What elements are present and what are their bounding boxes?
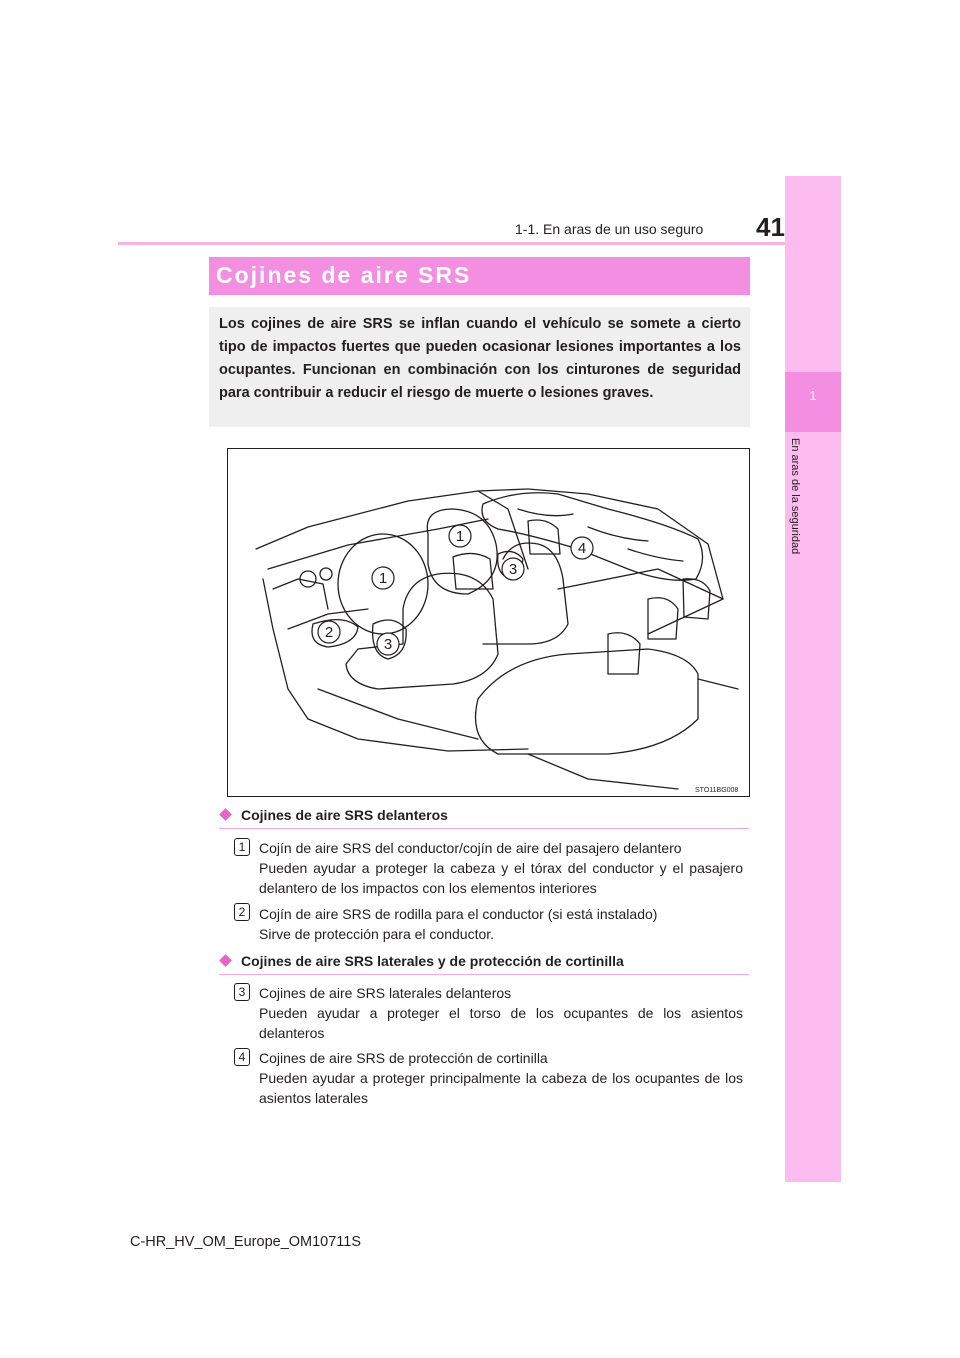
item-description: Pueden ayudar a proteger principalmente la cabeza de los ocupantes de los asientos laterales [259, 1070, 743, 1106]
svg-text:1: 1 [455, 528, 465, 545]
airbag-illustration [227, 448, 750, 797]
diamond-bullet-icon [219, 954, 232, 967]
item-description: Sirve de protección para el conductor. [259, 926, 495, 942]
list-item [259, 904, 743, 944]
header-rule [118, 242, 840, 245]
chapter-number: 1 [809, 388, 817, 403]
chapter-title-vertical [786, 438, 802, 598]
svg-text:3: 3 [383, 636, 393, 653]
callout-1-driver [372, 567, 394, 589]
list-item [259, 1048, 743, 1108]
callout-2-knee [318, 621, 340, 643]
chapter-title: En aras de la seguridad [789, 438, 801, 555]
callout-3-driver-side [377, 633, 399, 655]
callout-1-passenger [449, 525, 471, 547]
section-heading-text: Cojines de aire SRS delanteros [241, 807, 448, 823]
section-heading [219, 807, 749, 823]
callout-3-passenger-side [502, 558, 524, 580]
section-heading [219, 953, 749, 969]
item-title: Cojines de aire SRS de protección de cortinilla [259, 1050, 548, 1066]
intro-text: Los cojines de aire SRS se inflan cuando el vehículo se somete a cierto tipo de impactos fuertes que pueden ocasionar lesiones importantes a los ocupantes. Funcionan en combinación con los cinturones de seguridad para contribuir a reducir el riesgo de muerte o lesiones graves. [219, 316, 741, 401]
section-heading-text: Cojines de aire SRS laterales y de protección de cortinilla [241, 953, 624, 969]
header-section-title: 1-1. En aras de un uso seguro [515, 221, 704, 237]
svg-text:3: 3 [508, 561, 518, 578]
document-code: C-HR_HV_OM_Europe_OM10711S [130, 1234, 362, 1250]
item-title: Cojines de aire SRS laterales delanteros [259, 985, 512, 1001]
item-number-badge: 4 [234, 1048, 250, 1066]
item-number-badge: 3 [234, 983, 250, 1001]
item-title: Cojín de aire SRS del conductor/cojín de aire del pasajero delantero [259, 840, 682, 856]
callout-4-curtain [571, 537, 593, 559]
item-description: Pueden ayudar a proteger la cabeza y el tórax del conductor y el pasajero delantero de los impactos con los elementos interiores [259, 860, 743, 896]
figure-code: STO11BG008 [695, 787, 739, 794]
svg-text:1: 1 [378, 570, 388, 587]
chapter-side-tab [785, 176, 841, 1182]
section-front-airbags [219, 807, 749, 823]
svg-text:2: 2 [324, 624, 334, 641]
page-number: 41 [756, 212, 785, 242]
item-description: Pueden ayudar a proteger el torso de los ocupantes de los asientos delanteros [259, 1005, 743, 1041]
list-item [259, 838, 743, 898]
car-interior-drawing [228, 449, 749, 796]
list-item [259, 983, 743, 1043]
diamond-bullet-icon [219, 808, 232, 821]
item-title: Cojín de aire SRS de rodilla para el conductor (si está instalado) [259, 906, 658, 922]
page-title: Cojines de aire SRS [216, 262, 472, 288]
item-number-badge: 2 [234, 903, 250, 921]
section-rule [219, 828, 749, 829]
section-side-curtain-airbags [219, 953, 749, 969]
section-rule [219, 974, 749, 975]
item-number-badge: 1 [234, 838, 250, 856]
svg-text:4: 4 [577, 540, 587, 557]
